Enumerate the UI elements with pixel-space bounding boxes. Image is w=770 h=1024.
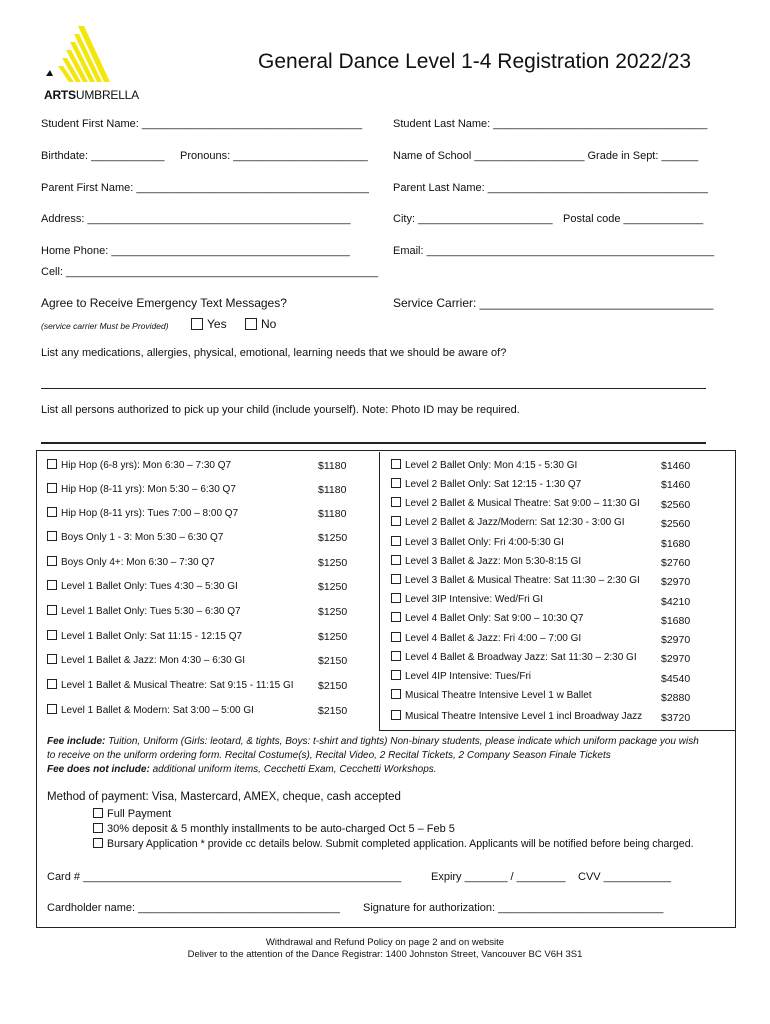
- checkbox-icon[interactable]: [47, 459, 57, 469]
- checkbox-icon[interactable]: [47, 679, 57, 689]
- checkbox-icon[interactable]: [391, 689, 401, 699]
- page-title: General Dance Level 1-4 Registration 2022/23: [258, 50, 692, 73]
- course-name: Boys Only 4+: Mon 6:30 – 7:30 Q7: [61, 557, 215, 568]
- course-item[interactable]: [391, 671, 531, 682]
- expiry-field[interactable]: Expiry _______ / ________: [431, 871, 566, 883]
- course-item[interactable]: [391, 537, 564, 548]
- pickup-answer-line[interactable]: [41, 442, 706, 444]
- checkbox-icon[interactable]: [391, 670, 401, 680]
- course-name: Level 4IP Intensive: Tues/Fri: [405, 671, 531, 682]
- birthdate-field[interactable]: Birthdate: ____________: [41, 150, 165, 162]
- checkbox-icon[interactable]: [391, 612, 401, 622]
- course-name: Hip Hop (8-11 yrs): Tues 7:00 – 8:00 Q7: [61, 508, 239, 519]
- logo-text-umbrella: UMBRELLA: [75, 88, 139, 102]
- checkbox-icon[interactable]: [47, 531, 57, 541]
- checkbox-icon[interactable]: [93, 823, 103, 833]
- bursary-label: Bursary Application * provide cc details below. Submit completed application. Applicants will be notified before being charged.: [107, 838, 694, 850]
- course-name: Level 3 Ballet & Jazz: Mon 5:30-8:15 GI: [405, 556, 582, 567]
- course-item[interactable]: [47, 508, 238, 519]
- checkbox-icon[interactable]: [47, 483, 57, 493]
- course-price: $1250: [318, 631, 348, 643]
- checkbox-icon[interactable]: [391, 651, 401, 661]
- course-price: $2880: [661, 692, 691, 704]
- course-price: $2560: [661, 518, 691, 530]
- course-item[interactable]: [391, 479, 581, 490]
- course-price: $2970: [661, 653, 691, 665]
- footer-delivery-address: Deliver to the attention of the Dance Registrar: 1400 Johnston Street, Vancouver BC V6H 3S1: [187, 949, 583, 960]
- course-name: Level 3 Ballet Only: Fri 4:00-5:30 GI: [405, 537, 564, 548]
- course-item[interactable]: [391, 517, 625, 528]
- course-price: $2150: [318, 705, 348, 717]
- student-last-name-field[interactable]: Student Last Name: ___________________________________: [393, 118, 708, 130]
- course-name: Level 2 Ballet Only: Sat 12:15 - 1:30 Q7: [405, 479, 582, 490]
- deposit-label: 30% deposit & 5 monthly installments to be auto-charged Oct 5 – Feb 5: [107, 823, 455, 835]
- course-price: $2970: [661, 634, 691, 646]
- course-item[interactable]: [47, 581, 238, 592]
- school-grade-field[interactable]: Name of School __________________ Grade in Sept: ______: [393, 150, 699, 162]
- course-item[interactable]: [391, 498, 640, 509]
- course-name: Level 4 Ballet & Jazz: Fri 4:00 – 7:00 GI: [405, 633, 582, 644]
- course-name: Level 3IP Intensive: Wed/Fri GI: [405, 594, 544, 605]
- course-price: $1680: [661, 538, 691, 550]
- no-checkbox[interactable]: [245, 318, 257, 330]
- emergency-question: Agree to Receive Emergency Text Messages?: [41, 296, 287, 310]
- course-item[interactable]: [391, 633, 581, 644]
- course-price: $1180: [318, 508, 347, 520]
- checkbox-icon[interactable]: [47, 507, 57, 517]
- course-item[interactable]: [47, 532, 223, 543]
- email-field[interactable]: Email: _______________________________________________: [393, 245, 715, 257]
- no-label: No: [261, 317, 277, 331]
- course-item[interactable]: [391, 594, 543, 605]
- course-item[interactable]: [47, 705, 254, 716]
- course-price: $1250: [318, 532, 348, 544]
- fee-exclude-line: [47, 764, 437, 775]
- parent-first-name-field[interactable]: Parent First Name: ______________________________________: [41, 182, 369, 194]
- course-name: Level 2 Ballet & Musical Theatre: Sat 9:00 – 11:30 GI: [405, 498, 640, 509]
- fee-include-label: Fee include:: [47, 736, 106, 747]
- checkbox-icon[interactable]: [391, 536, 401, 546]
- course-name: Level 1 Ballet & Jazz: Mon 4:30 – 6:30 GI: [61, 655, 245, 666]
- bursary-option[interactable]: [93, 838, 694, 850]
- column-divider: [379, 452, 380, 730]
- parent-last-name-field[interactable]: Parent Last Name: ____________________________________: [393, 182, 709, 194]
- fee-exclude-label: Fee does not include:: [47, 764, 150, 775]
- checkbox-icon[interactable]: [47, 630, 57, 640]
- course-item[interactable]: [391, 575, 640, 586]
- address-field[interactable]: Address: ___________________________________________: [41, 213, 351, 225]
- checkbox-icon[interactable]: [93, 838, 103, 848]
- home-phone-field[interactable]: Home Phone: _______________________________________: [41, 245, 350, 257]
- checkbox-icon[interactable]: [391, 632, 401, 642]
- emergency-yes-option[interactable]: [191, 317, 227, 331]
- course-item[interactable]: [47, 655, 245, 666]
- fee-include-line: [47, 736, 699, 747]
- checkbox-icon[interactable]: [391, 516, 401, 526]
- course-item[interactable]: [391, 556, 581, 567]
- medical-answer-line[interactable]: [41, 388, 706, 389]
- cardholder-name-field[interactable]: Cardholder name: _________________________________: [47, 902, 340, 914]
- checkbox-icon[interactable]: [391, 459, 401, 469]
- course-price: $1180: [318, 484, 347, 496]
- course-name: Boys Only 1 - 3: Mon 5:30 – 6:30 Q7: [61, 532, 224, 543]
- checkbox-icon[interactable]: [47, 556, 57, 566]
- checkbox-icon[interactable]: [391, 478, 401, 488]
- arts-umbrella-logo: [44, 24, 110, 86]
- emergency-no-option[interactable]: [245, 317, 276, 331]
- city-field[interactable]: City: ______________________: [393, 213, 553, 225]
- checkbox-icon[interactable]: [391, 574, 401, 584]
- course-price: $1250: [318, 557, 348, 569]
- fee-exclude-text: additional uniform items, Cecchetti Exam, Cecchetti Workshops.: [149, 764, 437, 775]
- course-price: $2560: [661, 499, 691, 511]
- course-item[interactable]: [47, 557, 215, 568]
- course-item[interactable]: [47, 680, 294, 691]
- course-price: $3720: [661, 712, 691, 724]
- deposit-option[interactable]: [93, 823, 455, 835]
- signature-field[interactable]: Signature for authorization: ___________________________: [363, 902, 664, 914]
- course-item[interactable]: [47, 606, 241, 617]
- checkbox-icon[interactable]: [47, 654, 57, 664]
- footer-refund-policy: Withdrawal and Refund Policy on page 2 and on website: [265, 937, 505, 948]
- cell-field[interactable]: Cell: ___________________________________________________: [41, 266, 379, 278]
- course-price: $1680: [661, 615, 691, 627]
- yes-checkbox[interactable]: [191, 318, 203, 330]
- checkbox-icon[interactable]: [391, 710, 401, 720]
- checkbox-icon[interactable]: [93, 808, 103, 818]
- carrier-note: (service carrier Must be Provided): [41, 321, 169, 331]
- course-item[interactable]: [47, 484, 236, 495]
- course-item[interactable]: [391, 711, 642, 722]
- service-carrier-field[interactable]: Service Carrier: ___________________________________: [393, 296, 714, 310]
- course-item[interactable]: [47, 631, 242, 642]
- course-item[interactable]: [391, 613, 583, 624]
- course-item[interactable]: [47, 460, 231, 471]
- course-name: Musical Theatre Intensive Level 1 w Ballet: [405, 690, 592, 701]
- course-price: $2970: [661, 576, 691, 588]
- checkbox-icon[interactable]: [391, 593, 401, 603]
- course-name: Hip Hop (6-8 yrs): Mon 6:30 – 7:30 Q7: [61, 460, 232, 471]
- full-payment-label: Full Payment: [107, 808, 172, 820]
- cvv-field[interactable]: CVV ___________: [578, 871, 671, 883]
- logo-text: [44, 88, 139, 102]
- payment-method-text: Method of payment: Visa, Mastercard, AMEX, cheque, cash accepted: [47, 791, 401, 803]
- checkbox-icon[interactable]: [391, 555, 401, 565]
- course-price: $1250: [318, 581, 348, 593]
- course-price: $1180: [318, 460, 347, 472]
- student-first-name-field[interactable]: Student First Name: ____________________________________: [41, 118, 363, 130]
- fee-include-line-2: to receive on the uniform ordering form. Recital Costume(s), Recital Video, 2 Recital Tickets, 2 Company Season Finale Tickets: [47, 750, 611, 761]
- course-price: $1460: [661, 479, 691, 491]
- course-name: Level 3 Ballet & Musical Theatre: Sat 11:30 – 2:30 GI: [405, 575, 640, 586]
- course-name: Musical Theatre Intensive Level 1 incl Broadway Jazz: [405, 711, 643, 722]
- pronouns-field[interactable]: Pronouns: ______________________: [180, 150, 368, 162]
- course-price: $2150: [318, 680, 348, 692]
- course-item[interactable]: [391, 690, 592, 701]
- course-name: Level 2 Ballet & Jazz/Modern: Sat 12:30 - 3:00 GI: [405, 517, 625, 528]
- checkbox-icon[interactable]: [47, 605, 57, 615]
- checkbox-icon[interactable]: [47, 580, 57, 590]
- course-price: $1250: [318, 606, 348, 618]
- fee-include-text: Tuition, Uniform (Girls: leotard, & tights, Boys: t-shirt and tights) Non-binary students, please indicate which uniform package you wish: [105, 736, 699, 747]
- course-item[interactable]: [391, 460, 577, 471]
- card-number-field[interactable]: Card # ____________________________________________________: [47, 871, 402, 883]
- checkbox-icon[interactable]: [47, 704, 57, 714]
- course-name: Level 1 Ballet & Modern: Sat 3:00 – 5:00 GI: [61, 705, 254, 716]
- course-name: Level 2 Ballet Only: Mon 4:15 - 5:30 GI: [405, 460, 578, 471]
- full-payment-option[interactable]: [93, 808, 171, 820]
- course-name: Level 4 Ballet Only: Sat 9:00 – 10:30 Q7: [405, 613, 584, 624]
- course-price: $4210: [661, 596, 691, 608]
- course-price: $4540: [661, 673, 691, 685]
- course-name: Level 1 Ballet Only: Tues 5:30 – 6:30 Q7: [61, 606, 241, 617]
- course-name: Level 4 Ballet & Broadway Jazz: Sat 11:30 – 2:30 GI: [405, 652, 637, 663]
- logo-text-arts: ARTS: [44, 88, 76, 102]
- course-item[interactable]: [391, 652, 637, 663]
- course-name: Level 1 Ballet Only: Tues 4:30 – 5:30 GI: [61, 581, 238, 592]
- yes-label: Yes: [207, 317, 227, 331]
- course-name: Hip Hop (8-11 yrs): Mon 5:30 – 6:30 Q7: [61, 484, 236, 495]
- checkbox-icon[interactable]: [391, 497, 401, 507]
- courses-bottom-divider: [379, 730, 736, 731]
- course-price: $2760: [661, 557, 691, 569]
- pickup-question: List all persons authorized to pick up your child (include yourself). Note: Photo ID may be required.: [41, 404, 520, 416]
- course-name: Level 1 Ballet Only: Sat 11:15 - 12:15 Q7: [61, 631, 243, 642]
- postal-code-field[interactable]: Postal code _____________: [563, 213, 704, 225]
- medical-question: List any medications, allergies, physical, emotional, learning needs that we should be aware of?: [41, 347, 507, 359]
- course-name: Level 1 Ballet & Musical Theatre: Sat 9:15 - 11:15 GI: [61, 680, 294, 691]
- course-price: $2150: [318, 655, 348, 667]
- course-price: $1460: [661, 460, 691, 472]
